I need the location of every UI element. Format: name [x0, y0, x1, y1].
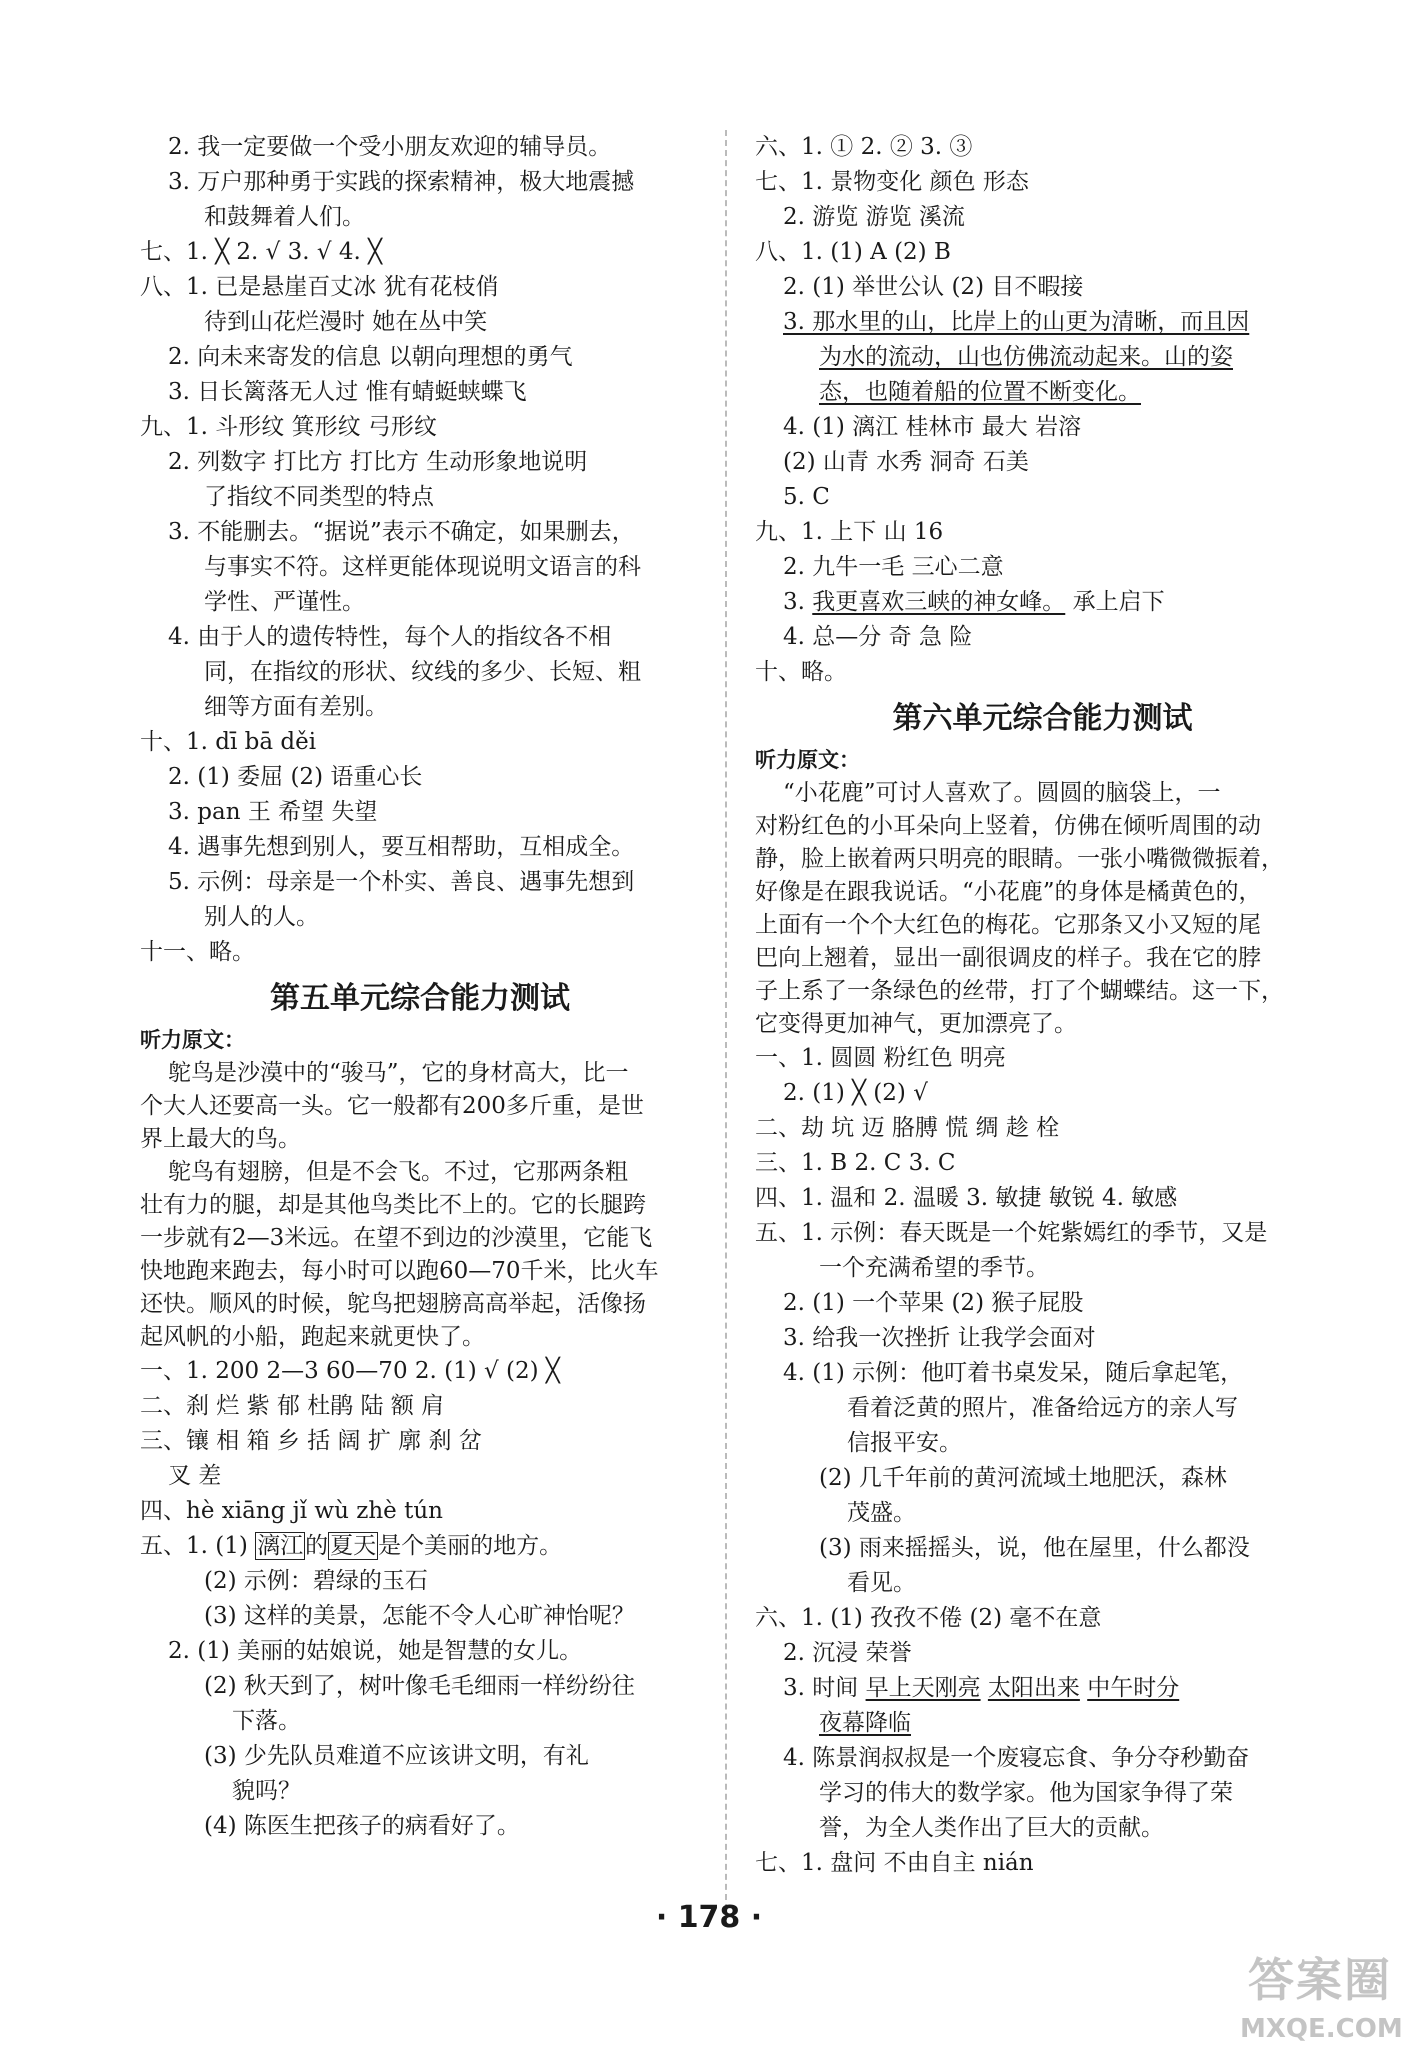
answer-line: 4. (1) 示例：他叮着书桌发呆，随后拿起笔， [783, 1360, 1244, 1386]
answer-line: 4. 遇事先想到别人，要互相帮助，互相成全。 [168, 834, 635, 860]
answer-line: 学性、严谨性。 [204, 589, 365, 615]
unit6-title: 第六单元综合能力测试 [892, 701, 1193, 736]
answer-line: 八、1. 已是悬崖百丈冰 犹有花枝俏 [140, 274, 499, 300]
answer-line: 二、刹 烂 紫 郁 杜鹃 陆 额 肩 [140, 1393, 445, 1419]
answer-line: 看着泛黄的照片，准备给远方的亲人写 [847, 1395, 1238, 1421]
answer-line: (2) 山青 水秀 洞奇 石美 [783, 449, 1029, 475]
answer-line: (4) 陈医生把孩子的病看好了。 [204, 1813, 520, 1839]
answer-line: 信报平安。 [847, 1430, 962, 1456]
wu-mid: 的 [305, 1533, 329, 1559]
listening-label: 听力原文： [140, 1028, 245, 1052]
boxed-word: 夏天 [330, 1533, 377, 1559]
answer-line: 别人的人。 [204, 904, 319, 930]
answer-line: 七、1. ╳ 2. √ 3. √ 4. ╳ [140, 239, 382, 265]
underlined-time: 中午时分 [1087, 1675, 1180, 1701]
answer-line: 七、1. 景物变化 颜色 形态 [755, 169, 1029, 195]
answer-line [755, 585, 1330, 620]
answer-line: 2. 沉浸 荣誉 [783, 1640, 912, 1666]
passage-line: 它变得更加神气，更加漂亮了。 [755, 1011, 1077, 1037]
answer-line: 3. 日长篱落无人过 惟有蜻蜓蛱蝶飞 [168, 379, 527, 405]
answer-line: 待到山花烂漫时 她在丛中笑 [204, 309, 488, 335]
answer-line: 2. (1) 举世公认 (2) 目不暇接 [783, 274, 1084, 300]
listening-passage [755, 777, 1330, 1041]
underlined-time: 太阳出来 [987, 1675, 1080, 1701]
answer-line: (3) 这样的美景，怎能不令人心旷神怡呢？ [204, 1603, 635, 1629]
passage-line: 鸵鸟有翅膀，但是不会飞。不过，它那两条粗 [168, 1159, 628, 1185]
answer-line [755, 1706, 1330, 1741]
answer-line: 九、1. 上下 山 16 [755, 519, 944, 545]
answer-line: 2. 我一定要做一个受小朋友欢迎的辅导员。 [168, 134, 612, 160]
passage-line: “小花鹿”可讨人喜欢了。圆圆的脑袋上，一 [783, 780, 1221, 806]
answer-line: 貌吗？ [232, 1778, 301, 1804]
answer-line: 5. C [783, 484, 830, 510]
answer-line: 一、1. 圆圆 粉红色 明亮 [755, 1045, 1006, 1071]
answer-line: 下落。 [232, 1708, 301, 1734]
answer-line: 四、1. 温和 2. 温暖 3. 敏捷 敏锐 4. 敏感 [755, 1185, 1178, 1211]
passage-line: 好像是在跟我说话。“小花鹿”的身体是橘黄色的， [755, 879, 1262, 905]
answer-line: 十一、略。 [140, 939, 255, 965]
answer-line: 2. 列数字 打比方 打比方 生动形象地说明 [168, 449, 588, 475]
passage-line: 个大人还要高一头。它一般都有200多斤重，是世 [140, 1093, 644, 1119]
answer-line: 十、略。 [755, 659, 847, 685]
answer-line: (3) 少先队员难道不应该讲文明，有礼 [204, 1743, 589, 1769]
answer-line: 5. 示例：母亲是一个朴实、善良、遇事先想到 [168, 869, 635, 895]
answer-line: 七、1. 盘问 不由自主 nián [755, 1850, 1034, 1876]
answer-line: 2. (1) 委屈 (2) 语重心长 [168, 764, 423, 790]
underlined-time: 夜幕降临 [819, 1710, 911, 1736]
answer-line: 三、1. B 2. C 3. C [755, 1150, 956, 1176]
answer-line: 2. (1) 美丽的姑娘说，她是智慧的女儿。 [168, 1638, 583, 1664]
underlined-time: 早上天刚亮 [865, 1675, 981, 1701]
wu-prefix: 五、1. (1) [140, 1533, 256, 1559]
answer-line: 4. 陈景润叔叔是一个废寝忘食、争分夺秒勤奋 [783, 1745, 1250, 1771]
answer-line: 一个充满希望的季节。 [819, 1255, 1049, 1281]
answer-line: 八、1. (1) A (2) B [755, 239, 951, 265]
page-number: · 178 · [655, 1900, 763, 1935]
page-number-value: 178 [677, 1900, 741, 1935]
listening-label: 听力原文： [755, 748, 860, 772]
passage-line: 子上系了一条绿色的丝带，打了个蝴蝶结。这一下， [755, 978, 1284, 1004]
answer-line: 4. (1) 漓江 桂林市 最大 岩溶 [783, 414, 1082, 440]
answer-line: 六、1. ① 2. ② 3. ③ [755, 134, 973, 160]
right-column [755, 130, 1330, 1881]
answer-line: 看见。 [847, 1570, 916, 1596]
listening-passage [140, 1057, 700, 1354]
answer-line: 4. 总—分 奇 急 险 [783, 624, 973, 650]
answer-line: 细等方面有差别。 [204, 694, 388, 720]
answer-line: 四、hè xiāng jǐ wù zhè tún [140, 1498, 443, 1524]
watermark-logo [1240, 1949, 1403, 2059]
passage-line: 起风帆的小船，跑起来就更快了。 [140, 1324, 485, 1350]
answer-line: 3. 不能删去。“据说”表示不确定，如果删去， [168, 519, 635, 545]
underlined-answer-line: 态，也随着船的位置不断变化。 [819, 379, 1141, 405]
passage-line: 一步就有2—3米远。在望不到边的沙漠里，它能飞 [140, 1225, 653, 1251]
answer-line: 十、1. dī bā děi [140, 729, 317, 755]
passage-line: 壮有力的腿，却是其他鸟类比不上的。它的长腿跨 [140, 1192, 646, 1218]
passage-line: 鸵鸟是沙漠中的“骏马”，它的身材高大，比一 [168, 1060, 629, 1086]
boxed-word: 漓江 [257, 1533, 304, 1559]
passage-line: 巴向上翘着，显出一副很调皮的样子。我在它的脖 [755, 945, 1261, 971]
passage-line: 还快。顺风的时候，鸵鸟把翅膀高高举起，活像扬 [140, 1291, 646, 1317]
answer-line: 二、劫 坑 迈 胳膊 慌 绸 趁 栓 [755, 1115, 1060, 1141]
jiu3-suffix: 承上启下 [1065, 589, 1165, 615]
passage-line: 对粉红色的小耳朵向上竖着，仿佛在倾听周围的动 [755, 813, 1261, 839]
answer-line: 九、1. 斗形纹 箕形纹 弓形纹 [140, 414, 437, 440]
answer-line: 六、1. (1) 孜孜不倦 (2) 毫不在意 [755, 1605, 1102, 1631]
answer-line: 茂盛。 [847, 1500, 916, 1526]
left-column [140, 130, 700, 1844]
answer-line: (2) 示例：碧绿的玉石 [204, 1568, 428, 1594]
answer-line-boxed [140, 1529, 700, 1564]
underlined-answer-line: 3. 那水里的山，比岸上的山更为清晰，而且因 [783, 309, 1250, 335]
answer-line: (3) 雨来摇摇头，说，他在屋里，什么都没 [819, 1535, 1250, 1561]
answer-line: (2) 秋天到了，树叶像毛毛细雨一样纷纷往 [204, 1673, 635, 1699]
answer-line: 与事实不符。这样更能体现说明文语言的科 [204, 554, 641, 580]
unit5-title: 第五单元综合能力测试 [270, 981, 570, 1016]
answer-line: 3. 给我一次挫折 让我学会面对 [783, 1325, 1096, 1351]
answer-line: 五、1. 示例：春天既是一个姹紫嫣红的季节，又是 [755, 1220, 1268, 1246]
answer-line: 3. pan 王 希望 失望 [168, 799, 378, 825]
watermark-url: MXQE.COM [1240, 2014, 1403, 2044]
underlined-sentence: 我更喜欢三峡的神女峰。 [812, 589, 1066, 615]
answer-line: 和鼓舞着人们。 [204, 204, 365, 230]
liu3-prefix: 3. 时间 [783, 1675, 866, 1701]
answer-line [755, 1671, 1330, 1706]
answer-line: 2. 游览 游览 溪流 [783, 204, 965, 230]
column-divider [725, 130, 727, 1920]
answer-line: 4. 由于人的遗传特性，每个人的指纹各不相 [168, 624, 612, 650]
passage-line: 界上最大的鸟。 [140, 1126, 301, 1152]
answer-line: 2. (1) ╳ (2) √ [783, 1080, 928, 1106]
watermark-text: 答案圈 [1248, 1953, 1392, 2007]
answer-line: 了指纹不同类型的特点 [204, 484, 434, 510]
passage-line: 上面有一个个大红色的梅花。它那条又小又短的尾 [755, 912, 1261, 938]
answer-line: 2. 九牛一毛 三心二意 [783, 554, 1004, 580]
answer-line: 3. 万户那种勇于实践的探索精神，极大地震撼 [168, 169, 635, 195]
passage-line: 快地跑来跑去，每小时可以跑60—70千米，比火车 [140, 1258, 659, 1284]
answer-line: 2. 向未来寄发的信息 以朝向理想的勇气 [168, 344, 573, 370]
answer-line: 一、1. 200 2—3 60—70 2. (1) √ (2) ╳ [140, 1358, 560, 1384]
answer-line: 三、镶 相 箱 乡 括 阔 扩 廓 刹 岔 [140, 1428, 482, 1454]
answer-line: 叉 差 [168, 1463, 222, 1489]
answer-line: 誉，为全人类作出了巨大的贡献。 [819, 1815, 1164, 1841]
answer-line: 同，在指纹的形状、纹线的多少、长短、粗 [204, 659, 641, 685]
underlined-answer-line: 为水的流动，山也仿佛流动起来。山的姿 [819, 344, 1233, 370]
jiu3-prefix: 3. [783, 589, 813, 615]
answer-line: 2. (1) 一个苹果 (2) 猴子屁股 [783, 1290, 1084, 1316]
wu-suffix: 是个美丽的地方。 [378, 1533, 563, 1559]
passage-line: 静，脸上嵌着两只明亮的眼睛。一张小嘴微微振着， [755, 846, 1284, 872]
answer-line: 学习的伟大的数学家。他为国家争得了荣 [819, 1780, 1233, 1806]
answer-line: (2) 几千年前的黄河流域土地肥沃，森林 [819, 1465, 1227, 1491]
